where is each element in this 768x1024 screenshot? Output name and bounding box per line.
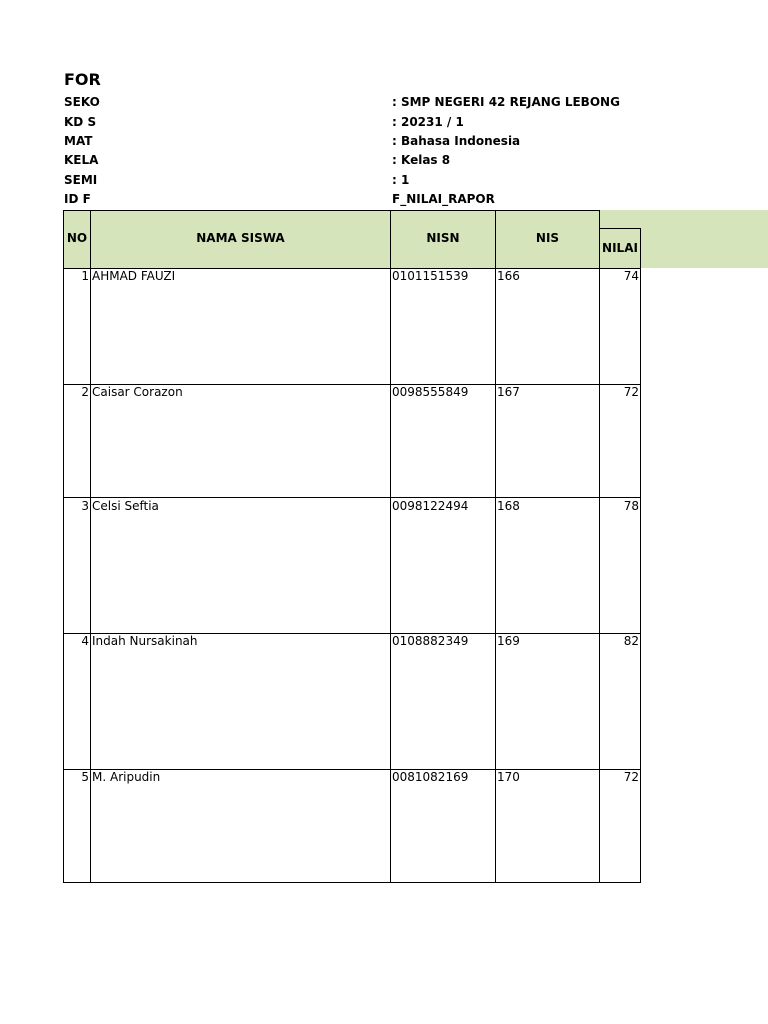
cell-nis: 169 bbox=[497, 634, 520, 648]
meta-value-id: F_NILAI_RAPOR bbox=[392, 192, 495, 206]
cell-nilai: 72 bbox=[623, 770, 639, 784]
border-col-nilai bbox=[640, 228, 641, 883]
cell-nisn: 0108882349 bbox=[392, 634, 469, 648]
cell-nilai: 74 bbox=[623, 269, 639, 283]
cell-no: 4 bbox=[81, 634, 89, 648]
meta-value-semester: : 1 bbox=[392, 173, 410, 187]
form-title: FOR bbox=[64, 70, 101, 89]
border-nilai-group bbox=[600, 228, 641, 229]
cell-nama: AHMAD FAUZI bbox=[92, 269, 176, 283]
border-row-2 bbox=[63, 497, 641, 498]
border-top bbox=[63, 210, 600, 211]
meta-value-mapel: : Bahasa Indonesia bbox=[392, 134, 521, 148]
cell-nis: 168 bbox=[497, 499, 520, 513]
header-no: NO bbox=[66, 231, 88, 245]
cell-nis: 166 bbox=[497, 269, 520, 283]
meta-value-sekolah: : SMP NEGERI 42 REJANG LEBONG bbox=[392, 95, 620, 109]
meta-label-kd: KD S bbox=[64, 115, 97, 129]
cell-nama: Indah Nursakinah bbox=[92, 634, 198, 648]
meta-label-mapel: MAT bbox=[64, 134, 93, 148]
meta-value-kd: : 20231 / 1 bbox=[392, 115, 464, 129]
cell-nilai: 72 bbox=[623, 385, 639, 399]
meta-label-id: ID F bbox=[64, 192, 91, 206]
cell-nama: Celsi Seftia bbox=[92, 499, 159, 513]
cell-nisn: 0098122494 bbox=[392, 499, 469, 513]
cell-no: 2 bbox=[81, 385, 89, 399]
cell-nama: Caisar Corazon bbox=[92, 385, 183, 399]
meta-label-kelas: KELA bbox=[64, 153, 99, 167]
border-col-no bbox=[90, 210, 91, 883]
cell-nama: M. Aripudin bbox=[92, 770, 161, 784]
cell-nis: 170 bbox=[497, 770, 520, 784]
cell-nisn: 0098555849 bbox=[392, 385, 469, 399]
header-nama-siswa: NAMA SISWA bbox=[196, 231, 285, 245]
border-row-5 bbox=[63, 882, 641, 883]
cell-nis: 167 bbox=[497, 385, 520, 399]
header-nis: NIS bbox=[535, 231, 560, 245]
cell-nisn: 0081082169 bbox=[392, 770, 469, 784]
cell-nilai: 82 bbox=[623, 634, 639, 648]
header-nisn: NISN bbox=[426, 231, 460, 245]
meta-label-semester: SEMI bbox=[64, 173, 98, 187]
cell-nilai: 78 bbox=[623, 499, 639, 513]
meta-label-sekolah: SEKO bbox=[64, 95, 100, 109]
meta-value-kelas: : Kelas 8 bbox=[392, 153, 451, 167]
border-col-nisn bbox=[495, 210, 496, 883]
cell-no: 3 bbox=[81, 499, 89, 513]
cell-no: 1 bbox=[81, 269, 89, 283]
cell-nisn: 0101151539 bbox=[392, 269, 469, 283]
cell-no: 5 bbox=[81, 770, 89, 784]
border-col-nama bbox=[390, 210, 391, 883]
header-nilai: NILAI bbox=[602, 241, 638, 255]
table-header-extension bbox=[600, 210, 768, 268]
